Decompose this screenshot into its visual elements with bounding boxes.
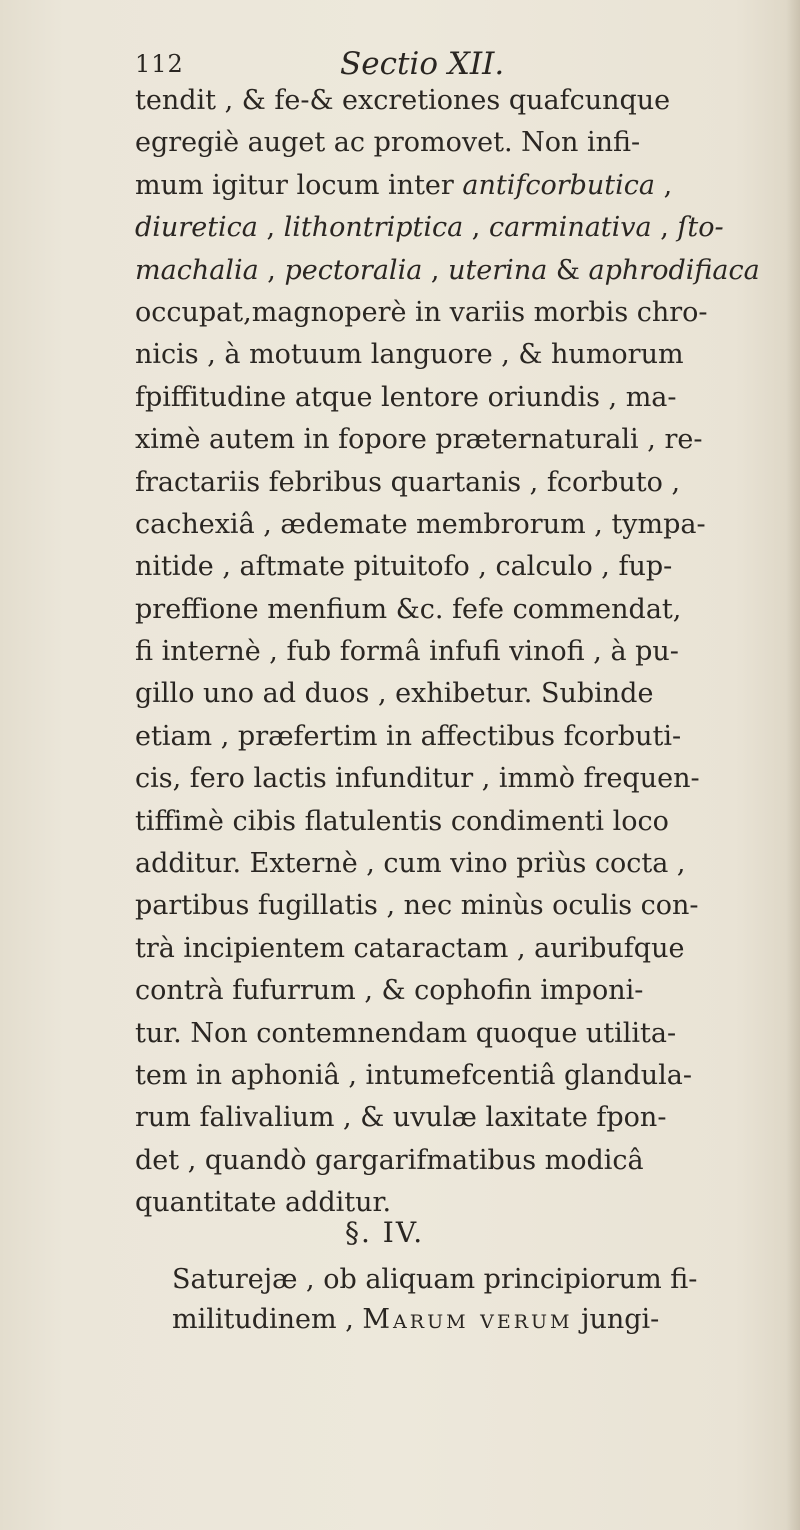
text-line <box>172 1300 772 1340</box>
text-run: nitide , aftmate pituitofo , calculo , fup- <box>135 551 673 583</box>
text-run: etiam , præfertim in affectibus fcorbuti- <box>135 720 682 752</box>
text-run: fractariis febribus quartanis , fcorbuto , <box>135 466 681 498</box>
text-line <box>135 970 735 1012</box>
text-line <box>135 928 735 970</box>
paragraph-1 <box>135 80 760 1225</box>
text-line <box>135 1140 735 1182</box>
italic-term: diuretica <box>135 212 258 244</box>
text-run: tem in aphoniâ , intumefcentiâ glandula- <box>135 1059 692 1091</box>
text-run: ximè autem in fopore præternaturali , re- <box>135 424 703 456</box>
text-run: partibus fugillatis , nec minùs oculis con- <box>135 890 699 922</box>
text-run: tur. Non contemnendam quoque utilita- <box>135 1017 677 1049</box>
text-run: , <box>463 212 489 244</box>
italic-term: pectoralia <box>284 254 423 286</box>
text-run: , <box>422 254 449 286</box>
italic-term: uterina <box>448 254 548 286</box>
text-line <box>135 1013 735 1055</box>
text-run: egregiè auget ac promovet. Non infi- <box>135 127 641 159</box>
text-run: , <box>655 169 673 201</box>
text-line <box>135 207 735 249</box>
text-line <box>172 1260 772 1300</box>
text-line <box>135 80 735 122</box>
text-line <box>135 250 760 292</box>
text-line <box>135 122 735 164</box>
text-line <box>135 165 735 207</box>
text-line <box>135 885 735 927</box>
text-run: & <box>547 254 589 286</box>
italic-term: ſto- <box>677 212 724 244</box>
text-line <box>135 1097 735 1139</box>
text-run: mum igitur locum inter <box>135 169 463 201</box>
italic-term: machalia <box>135 254 259 286</box>
text-run: , <box>258 254 285 286</box>
section-heading: §. IV. <box>345 1216 425 1249</box>
text-line <box>135 1055 735 1097</box>
text-run: trà incipientem cataractam , auribufque <box>135 932 685 964</box>
text-line <box>135 377 735 419</box>
text-run: gillo uno ad duos , exhibetur. Subinde <box>135 678 654 710</box>
text-line <box>135 631 735 673</box>
text-line <box>135 673 735 715</box>
text-line <box>135 546 735 588</box>
italic-term: lithontriptica <box>283 212 464 244</box>
text-run: additur. Externè , cum vino priùs cocta , <box>135 848 686 880</box>
text-line <box>135 504 735 546</box>
text-run: , <box>257 212 284 244</box>
text-line <box>135 716 735 758</box>
text-run: rum falivalium , & uvulæ laxitate fpon- <box>135 1102 667 1134</box>
text-line <box>135 801 735 843</box>
page-number: 112 <box>135 50 184 78</box>
text-line <box>135 589 735 631</box>
text-run: occupat,magnoperè in variis morbis chro- <box>135 296 708 328</box>
text-line <box>135 1182 735 1224</box>
paragraph-2 <box>172 1260 772 1340</box>
italic-term: carminativa <box>488 212 652 244</box>
italic-term: aphrodifiaca <box>588 254 760 286</box>
text-run: tiffimè cibis flatulentis condimenti loco <box>135 805 669 837</box>
page-edge-shadow <box>786 0 800 1530</box>
text-run: det , quandò gargarifmatibus modicâ <box>135 1144 644 1176</box>
text-line <box>135 758 735 800</box>
text-line <box>135 843 735 885</box>
running-head: Sectio XII. <box>340 46 505 82</box>
text-run: Saturejæ , ob aliquam principiorum fi- <box>172 1264 698 1295</box>
smallcaps-term: Marum verum <box>362 1304 573 1335</box>
text-run: preffione menfium &c. fefe commendat, <box>135 593 682 625</box>
text-line <box>135 292 735 334</box>
text-run: fpiffitudine atque lentore oriundis , ma- <box>135 381 677 413</box>
text-run: , <box>651 212 678 244</box>
text-run: militudinem , <box>172 1304 363 1335</box>
text-run: cis, fero lactis infunditur , immò frequen- <box>135 763 700 795</box>
text-run: contrà fufurrum , & cophofin imponi- <box>135 975 644 1007</box>
text-run: tendit , & fe-& excretiones quafcunque <box>135 85 671 116</box>
text-run: fi internè , fub formâ infufi vinofi , à pu- <box>135 636 679 668</box>
text-run: jungi- <box>572 1304 660 1335</box>
text-run: quantitate additur. <box>135 1187 392 1219</box>
italic-term: antifcorbutica <box>462 169 656 201</box>
text-run: nicis , à motuum languore , & humorum <box>135 339 684 371</box>
text-line <box>135 462 735 504</box>
text-run: cachexiâ , ædemate membrorum , tympa- <box>135 508 706 540</box>
text-line <box>135 419 735 461</box>
text-line <box>135 334 735 376</box>
